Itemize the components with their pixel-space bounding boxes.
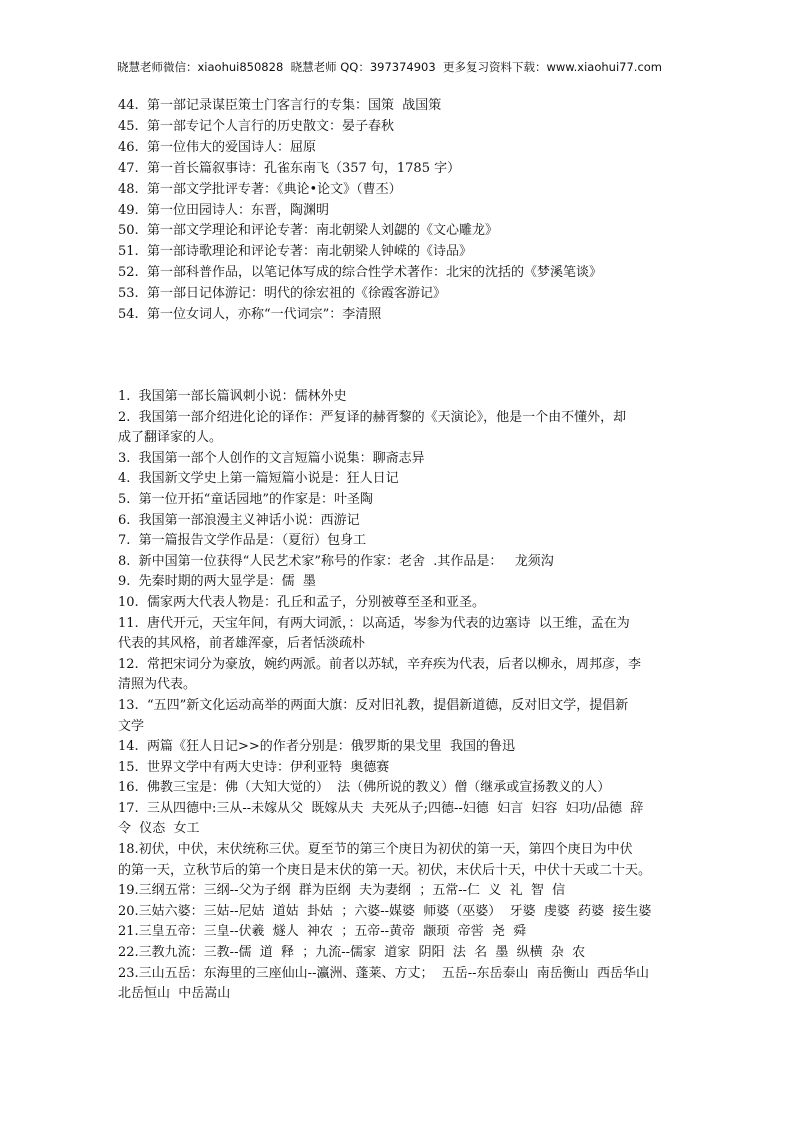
list-section-literature	[118, 387, 678, 1005]
list-item: 22.三教九流：三教--儒 道 释 ；九流--儒家 道家 阴阳 法 名 墨 纵横 杂 农	[118, 945, 586, 961]
list-section-firsts	[118, 96, 678, 326]
list-item: 11. 唐代开元，天宝年间，有两大词派，：以高适，岑参为代表的边塞诗 以王维，孟在为	[118, 615, 630, 631]
list-item: 16. 佛教三宝是：佛（大知大觉的） 法（佛所说的教义）僧（继承或宣扬教义的人）	[118, 780, 611, 796]
list-item: 12. 常把宋词分为豪放，婉约两派。前者以苏轼，辛弃疾为代表，后者以柳永，周邦彦，李	[118, 656, 641, 672]
list-item: 18.初伏，中伏，末伏统称三伏。夏至节的第三个庚日为初伏的第一天，第四个庚日为中伏	[118, 842, 633, 858]
list-item: 15. 世界文学中有两大史诗：伊利亚特 奥德赛	[118, 759, 390, 775]
list-item: 1. 我国第一部长篇讽刺小说：儒林外史	[118, 389, 347, 404]
list-item: 46. 第一位伟大的爱国诗人：屈原	[118, 139, 316, 155]
list-item: 54. 第一位女词人，亦称“一代词宗”：李清照	[118, 307, 382, 323]
list-item: 23.三山五岳：东海里的三座仙山--瀛洲、蓬莱、方丈； 五岳--东岳泰山 南岳衡山 西岳华山	[118, 965, 650, 981]
list-item: 13. “五四”新文化运动高举的两面大旗：反对旧礼教，提倡新道德，反对旧文学，提倡新	[118, 697, 629, 713]
list-item: 19.三纲五常：三纲--父为子纲 群为臣纲 夫为妻纲 ；五常--仁 义 礼 智 信	[118, 883, 566, 899]
list-item: 17. 三从四德中:三从--未嫁从父 既嫁从夫 夫死从子;四德--妇德 妇言 妇容 妇功/品德 辞	[118, 800, 644, 816]
list-item: 5. 第一位开拓“童话园地”的作家是：叶圣陶	[118, 491, 373, 507]
list-item-continuation: 令 仪态 女工	[118, 821, 200, 837]
list-item-continuation: 成了翻译家的人。	[118, 430, 223, 446]
list-item: 50. 第一部文学理论和评论专著：南北朝梁人刘勰的《文心雕龙》	[118, 223, 498, 239]
list-item: 49. 第一位田园诗人：东晋，陶渊明	[118, 202, 329, 218]
list-item: 53. 第一部日记体游记：明代的徐宏祖的《徐霞客游记》	[118, 286, 446, 302]
list-item: 3. 我国第一部个人创作的文言短篇小说集：聊斋志异	[118, 450, 425, 466]
list-item-continuation: 清照为代表。	[118, 677, 197, 693]
list-item: 52. 第一部科普作品，以笔记体写成的综合性学术著作：北宋的沈括的《梦溪笔谈》	[118, 265, 602, 281]
list-item: 44. 第一部记录谋臣策士门客言行的专集：国策 战国策	[118, 98, 442, 113]
list-item: 51. 第一部诗歌理论和评论专著：南北朝梁人钟嵘的《诗品》	[118, 244, 472, 260]
list-item-continuation: 北岳恒山 中岳嵩山	[118, 986, 231, 1002]
list-item-continuation: 代表的其风格，前者雄浑豪，后者恬淡疏朴	[118, 636, 366, 652]
list-item: 21.三皇五帝：三皇--伏羲 燧人 神农 ；五帝--黄帝 颛顼 帝喾 尧 舜	[118, 924, 527, 940]
list-item: 45. 第一部专记个人言行的历史散文：晏子春秋	[118, 118, 394, 134]
list-item: 48. 第一部文学批评专著：《典论•论文》（曹丕）	[118, 181, 402, 197]
list-item: 6. 我国第一部浪漫主义神话小说：西游记	[118, 512, 360, 528]
list-item: 2. 我国第一部介绍进化论的译作：严复译的赫胥黎的《天演论》，他是一个由不懂外，却	[118, 409, 627, 425]
list-item-continuation: 的第一天，立秋节后的第一个庚日是末伏的第一天。初伏，末伏后十天，中伏十天或二十天。	[118, 862, 652, 878]
list-item: 7. 第一篇报告文学作品是：（夏衍）包身工	[118, 533, 367, 549]
list-item: 4. 我国新文学史上第一篇短篇小说是：狂人日记	[118, 471, 399, 487]
list-item: 9. 先秦时期的两大显学是：儒 墨	[118, 574, 316, 590]
list-item: 20.三姑六婆：三姑--尼姑 道姑 卦姑 ；六婆--媒婆 师婆（巫婆） 牙婆 虔婆 药婆 接生婆	[118, 903, 652, 919]
list-item: 14. 两篇《狂人日记>>的作者分别是：俄罗斯的果戈里 我国的鲁迅	[118, 739, 515, 755]
list-item: 10. 儒家两大代表人物是：孔丘和孟子，分别被尊至圣和亚圣。	[118, 594, 485, 610]
list-item-continuation: 文学	[118, 718, 145, 734]
page-header: 晓慧老师微信：xiaohui850828 晓慧老师 QQ：397374903 更多复习资料下载：www.xiaohui77.com	[117, 60, 663, 74]
list-item: 8. 新中国第一位获得“人民艺术家”称号的作家：老舍 .其作品是： 龙须沟	[118, 553, 554, 569]
list-item: 47. 第一首长篇叙事诗：孔雀东南飞（357 句，1785 字）	[118, 160, 461, 176]
